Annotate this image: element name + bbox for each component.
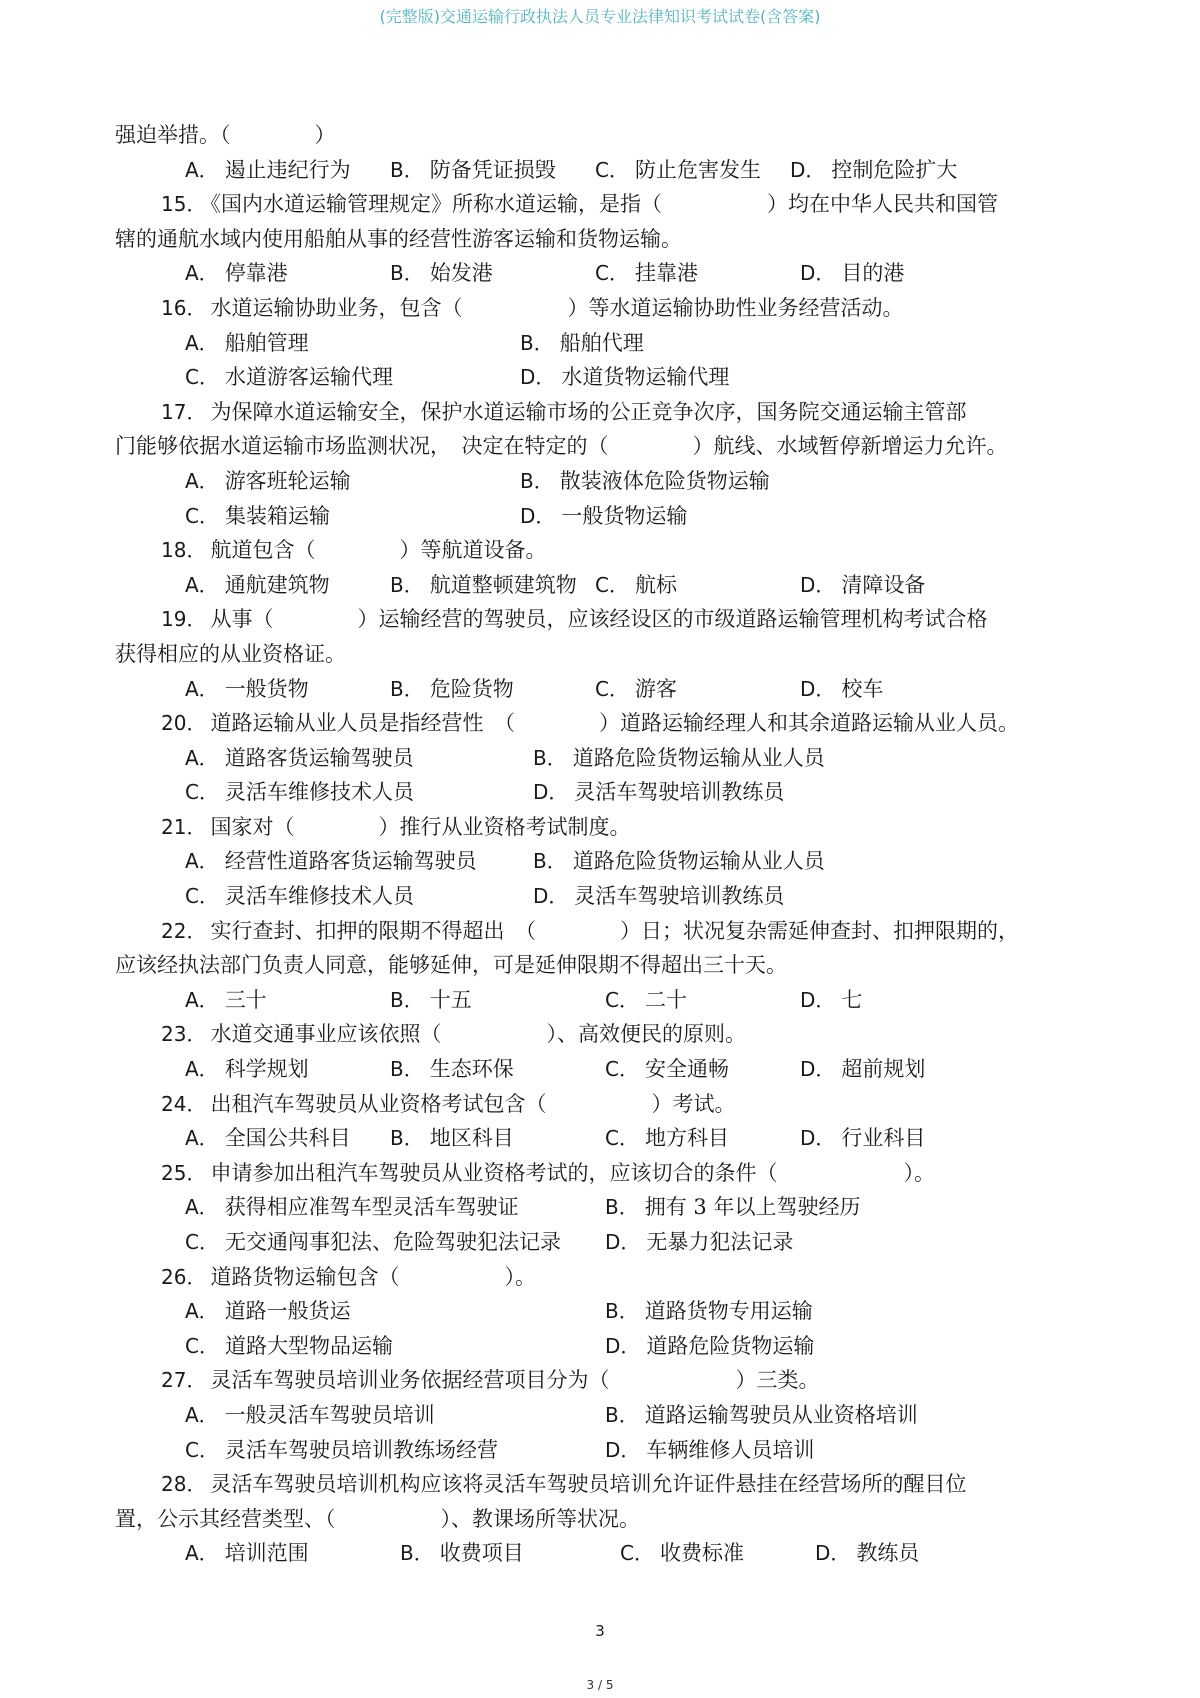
option-text: 行业科目 xyxy=(841,1126,926,1151)
option-letter: A． xyxy=(185,157,219,182)
option-text: 道路大型物品运输 xyxy=(224,1333,393,1358)
option-letter: B． xyxy=(390,1126,424,1151)
option-letter: B． xyxy=(390,676,424,701)
option-letter: C． xyxy=(605,1057,639,1082)
option-letter: A． xyxy=(185,1541,219,1566)
question-text: 水道交通事业应该依照（ ）、高效便民的原则。 xyxy=(210,1022,746,1047)
question-number: 21． xyxy=(161,814,207,839)
answer-option xyxy=(400,1536,524,1571)
question-text: 从事（ ）运输经营的驾驶员，应该经设区的市级道路运输管理机构考试合格 xyxy=(210,607,988,632)
option-letter: D． xyxy=(800,676,836,701)
options-row xyxy=(115,1052,1075,1087)
options-row xyxy=(115,1190,1075,1225)
option-letter: C． xyxy=(185,365,219,390)
answer-option xyxy=(185,983,267,1018)
answer-option xyxy=(185,775,414,810)
option-text: 培训范围 xyxy=(224,1541,309,1566)
question-text: 水道运输协助业务，包含（ ）等水道运输协助性业务经营活动。 xyxy=(210,295,904,320)
answer-option xyxy=(390,1052,514,1087)
option-text: 道路客货运输驾驶员 xyxy=(224,745,414,770)
option-text: 游客班轮运输 xyxy=(224,468,351,493)
option-text: 全国公共科目 xyxy=(224,1126,351,1151)
option-letter: D． xyxy=(800,261,836,286)
question-text: 申请参加出租汽车驾驶员从业资格考试的，应该切合的条件（ ）。 xyxy=(210,1160,935,1185)
answer-option xyxy=(790,153,957,188)
option-letter: C． xyxy=(185,503,219,528)
option-letter: B． xyxy=(390,987,424,1012)
answer-option xyxy=(390,256,493,291)
option-text: 道路一般货运 xyxy=(224,1299,351,1324)
answer-option xyxy=(605,1294,813,1329)
option-text: 一般货物运输 xyxy=(561,503,688,528)
answer-option xyxy=(185,153,351,188)
option-text: 七 xyxy=(841,987,863,1012)
question-line xyxy=(115,914,1075,949)
answer-option xyxy=(520,326,644,361)
option-text: 地区科目 xyxy=(429,1126,514,1151)
option-letter: B． xyxy=(520,468,554,493)
option-letter: D． xyxy=(533,884,569,909)
option-letter: D． xyxy=(800,1126,836,1151)
options-row xyxy=(115,1121,1075,1156)
option-letter: D． xyxy=(605,1437,641,1462)
options-row xyxy=(115,464,1075,499)
question-text: 道路运输从业人员是指经营性 （ ）道路运输经理人和其余道路运输从业人员。 xyxy=(210,711,1019,736)
option-text: 十五 xyxy=(429,987,472,1012)
question-text: 为保障水道运输安全，保护水道运输市场的公正竞争次序，国务院交通运输主管部 xyxy=(210,399,967,424)
answer-option xyxy=(533,844,825,879)
option-letter: D． xyxy=(520,365,556,390)
option-text: 地方科目 xyxy=(644,1126,729,1151)
option-text: 校车 xyxy=(841,676,884,701)
option-letter: B． xyxy=(390,1057,424,1082)
document-header: (完整版)交通运输行政执法人员专业法律知识考试试卷(含答案) xyxy=(379,7,821,26)
option-text: 获得相应准驾车型灵活车驾驶证 xyxy=(224,1195,519,1220)
answer-option xyxy=(520,360,729,395)
option-letter: B． xyxy=(520,330,554,355)
options-row xyxy=(115,1433,1075,1468)
answer-option xyxy=(390,1121,514,1156)
answer-option xyxy=(605,1121,729,1156)
answer-option xyxy=(185,1536,309,1571)
option-text: 三十 xyxy=(224,987,267,1012)
question-text: 实行查封、扣押的限期不得超出 （ ）日；状况复杂需延伸查封、扣押限期的， xyxy=(210,918,1019,943)
answer-option xyxy=(185,879,414,914)
answer-option xyxy=(185,256,288,291)
answer-option xyxy=(185,1398,435,1433)
option-letter: A． xyxy=(185,745,219,770)
option-letter: A． xyxy=(185,676,219,701)
answer-option xyxy=(185,1190,519,1225)
option-text: 无交通闯事犯法、危险驾驶犯法记录 xyxy=(224,1230,561,1254)
answer-option xyxy=(185,499,330,534)
answer-option xyxy=(185,1121,351,1156)
question-text: 灵活车驾驶员培训机构应该将灵活车驾驶员培训允许证件悬挂在经营场所的醒目位 xyxy=(210,1472,967,1497)
option-text: 始发港 xyxy=(429,261,493,286)
question-number: 18． xyxy=(161,538,207,563)
answer-option xyxy=(185,672,309,707)
option-text: 超前规划 xyxy=(841,1057,926,1082)
answer-option xyxy=(800,1121,925,1156)
option-letter: A． xyxy=(185,1195,219,1220)
answer-option xyxy=(185,1052,309,1087)
answer-option xyxy=(185,360,393,395)
question-line xyxy=(115,1017,1075,1052)
answer-option xyxy=(185,1225,561,1260)
answer-option xyxy=(533,879,784,914)
question-number: 17． xyxy=(161,399,207,424)
answer-option xyxy=(605,1433,814,1468)
question-line xyxy=(115,533,1075,568)
viewer-page-indicator: 3 / 5 xyxy=(586,1678,614,1692)
options-row xyxy=(115,1536,1075,1571)
option-letter: A． xyxy=(185,849,219,874)
options-row xyxy=(115,775,1075,810)
option-letter: C． xyxy=(185,780,219,805)
answer-option xyxy=(390,983,472,1018)
question-text: 航道包含（ ）等航道设备。 xyxy=(210,538,547,563)
options-row xyxy=(115,153,1075,188)
option-text: 船舶管理 xyxy=(224,330,309,355)
options-row xyxy=(115,256,1075,291)
option-letter: A． xyxy=(185,1126,219,1151)
answer-option xyxy=(185,568,330,603)
option-text: 灵活车维修技术人员 xyxy=(224,780,414,805)
question-line xyxy=(115,602,1075,637)
option-text: 科学规划 xyxy=(224,1057,309,1082)
question-line xyxy=(115,187,1075,222)
option-text: 收费标准 xyxy=(659,1541,744,1566)
options-row xyxy=(115,1398,1075,1433)
option-letter: B． xyxy=(390,261,424,286)
question-text-continued: 辖的通航水域内使用船舶从事的经营性游客运输和货物运输。 xyxy=(115,226,682,251)
answer-option xyxy=(533,741,825,776)
option-text: 经营性道路客货运输驾驶员 xyxy=(224,849,477,874)
option-letter: C． xyxy=(185,1333,219,1358)
option-text: 车辆维修人员培训 xyxy=(646,1437,815,1462)
answer-option xyxy=(815,1536,919,1571)
answer-option xyxy=(605,1190,860,1225)
option-text: 集装箱运输 xyxy=(224,503,330,528)
answer-option xyxy=(390,568,577,603)
option-text: 散装液体危险货物运输 xyxy=(559,468,770,493)
option-letter: B． xyxy=(533,849,567,874)
answer-option xyxy=(800,568,925,603)
question-text: 道路货物运输包含（ ）。 xyxy=(210,1264,536,1289)
option-text: 航道整顿建筑物 xyxy=(429,572,577,597)
question-line xyxy=(115,1363,1075,1398)
option-text: 教练员 xyxy=(856,1541,920,1566)
options-row xyxy=(115,326,1075,361)
option-text: 灵活车维修技术人员 xyxy=(224,884,414,909)
answer-option xyxy=(605,1052,729,1087)
option-text: 船舶代理 xyxy=(559,330,644,355)
option-letter: A． xyxy=(185,987,219,1012)
question-text: 出租汽车驾驶员从业资格考试包含（ ）考试。 xyxy=(210,1091,736,1116)
option-letter: C． xyxy=(605,1126,639,1151)
option-text: 目的港 xyxy=(841,261,905,286)
question-text-continued: 强迫举措。（ ） xyxy=(115,123,336,147)
options-row xyxy=(115,499,1075,534)
question-number: 20． xyxy=(161,711,207,736)
options-row xyxy=(115,844,1075,879)
option-text: 生态环保 xyxy=(429,1057,514,1082)
options-row xyxy=(115,983,1075,1018)
question-number: 23． xyxy=(161,1022,207,1047)
question-text: 国家对（ ）推行从业资格考试制度。 xyxy=(210,814,631,839)
option-text: 道路危险货物运输从业人员 xyxy=(572,849,825,874)
answer-option xyxy=(185,1433,498,1468)
answer-option xyxy=(595,256,698,291)
option-letter: B． xyxy=(533,745,567,770)
option-letter: D． xyxy=(520,503,556,528)
answer-option xyxy=(185,1329,393,1364)
option-letter: C． xyxy=(185,884,219,909)
option-text: 水道货物运输代理 xyxy=(561,365,730,390)
question-number: 28． xyxy=(161,1472,207,1497)
answer-option xyxy=(185,1294,351,1329)
options-row xyxy=(115,741,1075,776)
option-letter: C． xyxy=(605,987,639,1012)
answer-option xyxy=(605,983,687,1018)
question-number: 26． xyxy=(161,1264,207,1289)
option-letter: A． xyxy=(185,1057,219,1082)
question-number: 24． xyxy=(161,1091,207,1116)
answer-option xyxy=(185,741,414,776)
option-text: 通航建筑物 xyxy=(224,572,330,597)
option-letter: D． xyxy=(605,1333,641,1358)
option-letter: C． xyxy=(595,261,629,286)
options-row xyxy=(115,1294,1075,1329)
option-text: 一般货物 xyxy=(224,676,309,701)
question-line xyxy=(115,1467,1075,1502)
answer-option xyxy=(800,256,904,291)
options-row xyxy=(115,1225,1075,1260)
answer-option xyxy=(390,153,556,188)
option-text: 道路货物专用运输 xyxy=(644,1299,813,1324)
question-line xyxy=(115,1087,1075,1122)
option-letter: B． xyxy=(605,1402,639,1427)
question-number: 15． xyxy=(161,192,207,217)
answer-option xyxy=(605,1398,918,1433)
question-text-continued: 应该经执法部门负责人同意，能够延伸，可是延伸限期不得超出三十天。 xyxy=(115,953,787,978)
option-text: 二十 xyxy=(644,987,687,1012)
answer-option xyxy=(520,464,770,499)
options-row xyxy=(115,672,1075,707)
option-letter: A． xyxy=(185,1402,219,1427)
option-letter: A． xyxy=(185,572,219,597)
option-letter: C． xyxy=(595,676,629,701)
option-text: 道路运输驾驶员从业资格培训 xyxy=(644,1402,918,1427)
options-row xyxy=(115,1329,1075,1364)
question-text: 灵活车驾驶员培训业务依据经营项目分为（ ）三类。 xyxy=(210,1368,820,1393)
option-text: 停靠港 xyxy=(224,261,288,286)
options-row xyxy=(115,879,1075,914)
question-number: 27． xyxy=(161,1368,207,1393)
option-letter: D． xyxy=(800,572,836,597)
option-text: 危险货物 xyxy=(429,676,514,701)
answer-option xyxy=(520,499,687,534)
question-line xyxy=(115,1156,1075,1191)
question-number: 22． xyxy=(161,918,207,943)
option-text: 航标 xyxy=(634,572,677,597)
question-number: 16． xyxy=(161,295,207,320)
option-text: 挂靠港 xyxy=(634,261,698,286)
option-letter: A． xyxy=(185,261,219,286)
option-text: 灵活车驾驶培训教练员 xyxy=(574,780,785,805)
option-text: 防止危害发生 xyxy=(634,157,761,182)
option-text: 收费项目 xyxy=(439,1541,524,1566)
option-letter: C． xyxy=(185,1437,219,1462)
option-letter: D． xyxy=(800,987,836,1012)
option-letter: B． xyxy=(605,1299,639,1324)
option-text: 清障设备 xyxy=(841,572,926,597)
option-text: 拥有 3 年以上驾驶经历 xyxy=(644,1195,861,1220)
answer-option xyxy=(595,672,677,707)
option-letter: C． xyxy=(595,572,629,597)
answer-option xyxy=(185,326,309,361)
question-text-continued: 门能够依据水道运输市场监测状况， 决定在特定的（ ）航线、水域暂停新增运力允许。 xyxy=(115,434,1008,459)
question-line xyxy=(115,291,1075,326)
answer-option xyxy=(533,775,784,810)
question-text: 《国内水道运输管理规定》所称水道运输，是指（ ）均在中华人民共和国管 xyxy=(210,192,998,217)
option-letter: B． xyxy=(605,1195,639,1220)
options-row xyxy=(115,568,1075,603)
question-number: 19． xyxy=(161,607,207,632)
answer-option xyxy=(800,1052,925,1087)
option-text: 游客 xyxy=(634,676,677,701)
option-text: 遏止违纪行为 xyxy=(224,157,351,182)
option-letter: D． xyxy=(815,1541,851,1566)
option-letter: B． xyxy=(390,572,424,597)
option-letter: D． xyxy=(605,1230,641,1254)
question-text-continued: 获得相应的从业资格证。 xyxy=(115,641,346,666)
page-number: 3 xyxy=(595,1622,605,1640)
question-line xyxy=(115,706,1075,741)
option-text: 无暴力犯法记录 xyxy=(646,1230,794,1254)
option-letter: A． xyxy=(185,330,219,355)
answer-option xyxy=(185,844,477,879)
option-letter: A． xyxy=(185,468,219,493)
option-text: 道路危险货物运输 xyxy=(646,1333,815,1358)
exam-content xyxy=(115,118,1075,1571)
option-letter: C． xyxy=(595,157,629,182)
question-line xyxy=(115,1260,1075,1295)
options-row xyxy=(115,360,1075,395)
answer-option xyxy=(620,1536,744,1571)
answer-option xyxy=(185,464,351,499)
answer-option xyxy=(390,672,514,707)
option-text: 道路危险货物运输从业人员 xyxy=(572,745,825,770)
option-letter: D． xyxy=(800,1057,836,1082)
option-letter: B． xyxy=(390,157,424,182)
answer-option xyxy=(595,568,677,603)
answer-option xyxy=(605,1225,793,1260)
question-line xyxy=(115,395,1075,430)
option-letter: B． xyxy=(400,1541,434,1566)
option-text: 一般灵活车驾驶员培训 xyxy=(224,1402,435,1427)
answer-option xyxy=(595,153,761,188)
option-text: 水道游客运输代理 xyxy=(224,365,393,390)
option-text: 灵活车驾驶培训教练员 xyxy=(574,884,785,909)
option-text: 灵活车驾驶员培训教练场经营 xyxy=(224,1437,498,1462)
option-text: 安全通畅 xyxy=(644,1057,729,1082)
answer-option xyxy=(800,672,883,707)
question-line xyxy=(115,810,1075,845)
option-letter: A． xyxy=(185,1299,219,1324)
answer-option xyxy=(800,983,862,1018)
question-number: 25． xyxy=(161,1160,207,1185)
option-text: 控制危险扩大 xyxy=(831,157,958,182)
option-letter: C． xyxy=(185,1230,219,1254)
question-text-continued: 置，公示其经营类型、（ ）、教课场所等状况。 xyxy=(115,1506,640,1531)
answer-option xyxy=(605,1329,814,1364)
option-letter: D． xyxy=(790,157,826,182)
option-text: 防备凭证损毁 xyxy=(429,157,556,182)
option-letter: D． xyxy=(533,780,569,805)
option-letter: C． xyxy=(620,1541,654,1566)
